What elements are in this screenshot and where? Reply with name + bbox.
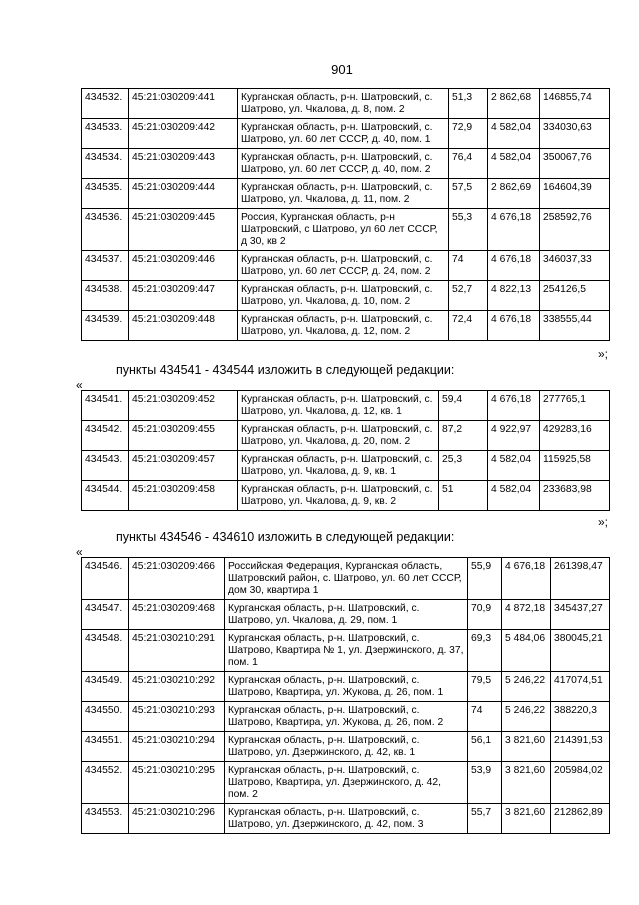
address: Курганская область, р-н. Шатровский, с. Шатрово, ул. Чкалова, д. 11, пом. 2: [238, 179, 449, 209]
unit-price: 5 484,06: [502, 630, 551, 672]
row-number: 434533.: [82, 119, 129, 149]
area: 69,3: [468, 630, 502, 672]
cadastral-number: 45:21:030209:466: [129, 558, 225, 600]
row-number: 434548.: [82, 630, 129, 672]
address: Курганская область, р-н. Шатровский, с. Шатрово, ул. 60 лет СССР, д. 40, пом. 1: [238, 119, 449, 149]
table-row: [82, 732, 610, 762]
area: 25,3: [439, 451, 488, 481]
unit-price: 4 676,18: [488, 209, 540, 251]
table-row: [82, 558, 610, 600]
row-number: 434552.: [82, 762, 129, 804]
row-number: 434544.: [82, 481, 129, 511]
address: Россия, Курганская область, р-н Шатровский, с Шатрово, ул 60 лет СССР, д 30, кв 2: [238, 209, 449, 251]
cadastral-number: 45:21:030209:458: [129, 481, 238, 511]
cadastral-number: 45:21:030209:455: [129, 421, 238, 451]
unit-price: 4 676,18: [488, 251, 540, 281]
page-number: 901: [331, 62, 353, 77]
cadastral-value: 214391,53: [551, 732, 610, 762]
table-row: [82, 702, 610, 732]
area: 52,7: [449, 281, 488, 311]
closing-quote: »;: [597, 515, 608, 529]
cadastral-value: 261398,47: [551, 558, 610, 600]
cadastral-table-2: [81, 390, 610, 511]
table-row: [82, 89, 610, 119]
address: Российская Федерация, Курганская область, Шатровский район, с. Шатрово, ул. 60 лет СССР, дом 30, квартира 1: [225, 558, 468, 600]
cadastral-number: 45:21:030210:294: [129, 732, 225, 762]
address: Курганская область, р-н. Шатровский, с. Шатрово, Квартира, ул. Дзержинского, д. 42, пом. 2: [225, 762, 468, 804]
table-row: [82, 804, 610, 834]
address: Курганская область, р-н. Шатровский, с. Шатрово, ул. 60 лет СССР, д. 24, пом. 2: [238, 251, 449, 281]
area: 55,3: [449, 209, 488, 251]
address: Курганская область, р-н. Шатровский, с. Шатрово, Квартира № 1, ул. Дзержинского, д. 37, пом. 1: [225, 630, 468, 672]
unit-price: 4 582,04: [488, 119, 540, 149]
address: Курганская область, р-н. Шатровский, с. Шатрово, ул. Чкалова, д. 8, пом. 2: [238, 89, 449, 119]
address: Курганская область, р-н. Шатровский, с. Шатрово, ул. Чкалова, д. 9, кв. 1: [238, 451, 439, 481]
area: 74: [449, 251, 488, 281]
row-number: 434546.: [82, 558, 129, 600]
area: 55,7: [468, 804, 502, 834]
area: 72,4: [449, 311, 488, 341]
cadastral-value: 115925,58: [540, 451, 610, 481]
cadastral-number: 45:21:030209:441: [129, 89, 238, 119]
area: 55,9: [468, 558, 502, 600]
area: 51,3: [449, 89, 488, 119]
row-number: 434543.: [82, 451, 129, 481]
table-row: [82, 119, 610, 149]
unit-price: 4 872,18: [502, 600, 551, 630]
cadastral-value: 388220,3: [551, 702, 610, 732]
area: 59,4: [439, 391, 488, 421]
cadastral-number: 45:21:030209:447: [129, 281, 238, 311]
address: Курганская область, р-н. Шатровский, с. Шатрово, Квартира, ул. Жукова, д. 26, пом. 1: [225, 672, 468, 702]
table-row: [82, 311, 610, 341]
cadastral-number: 45:21:030209:442: [129, 119, 238, 149]
cadastral-number: 45:21:030210:292: [129, 672, 225, 702]
row-number: 434549.: [82, 672, 129, 702]
area: 76,4: [449, 149, 488, 179]
address: Курганская область, р-н. Шатровский, с. Шатрово, ул. Чкалова, д. 10, пом. 2: [238, 281, 449, 311]
table-row: [82, 672, 610, 702]
unit-price: 4 676,18: [502, 558, 551, 600]
cadastral-number: 45:21:030209:445: [129, 209, 238, 251]
unit-price: 3 821,60: [502, 804, 551, 834]
table-row: [82, 630, 610, 672]
unit-price: 4 676,18: [488, 311, 540, 341]
unit-price: 4 922,97: [488, 421, 540, 451]
opening-quote: «: [76, 545, 83, 559]
unit-price: 3 821,60: [502, 732, 551, 762]
table-row: [82, 209, 610, 251]
row-number: 434537.: [82, 251, 129, 281]
table-row: [82, 149, 610, 179]
area: 79,5: [468, 672, 502, 702]
row-number: 434553.: [82, 804, 129, 834]
cadastral-value: 212862,89: [551, 804, 610, 834]
cadastral-value: 334030,63: [540, 119, 610, 149]
table-row: [82, 421, 610, 451]
section-intro: пункты 434541 - 434544 изложить в следующей редакции:: [116, 363, 455, 377]
row-number: 434541.: [82, 391, 129, 421]
cadastral-value: 205984,02: [551, 762, 610, 804]
cadastral-table-3: [81, 557, 610, 834]
section-intro: пункты 434546 - 434610 изложить в следующей редакции:: [116, 530, 455, 544]
row-number: 434534.: [82, 149, 129, 179]
cadastral-value: 380045,21: [551, 630, 610, 672]
unit-price: 3 821,60: [502, 762, 551, 804]
row-number: 434538.: [82, 281, 129, 311]
cadastral-value: 277765,1: [540, 391, 610, 421]
cadastral-value: 164604,39: [540, 179, 610, 209]
cadastral-value: 417074,51: [551, 672, 610, 702]
cadastral-number: 45:21:030210:295: [129, 762, 225, 804]
unit-price: 4 582,04: [488, 451, 540, 481]
area: 72,9: [449, 119, 488, 149]
row-number: 434539.: [82, 311, 129, 341]
closing-quote: »;: [597, 347, 608, 361]
area: 70,9: [468, 600, 502, 630]
cadastral-value: 345437,27: [551, 600, 610, 630]
cadastral-number: 45:21:030210:291: [129, 630, 225, 672]
unit-price: 5 246,22: [502, 702, 551, 732]
row-number: 434551.: [82, 732, 129, 762]
cadastral-value: 146855,74: [540, 89, 610, 119]
table-row: [82, 762, 610, 804]
address: Курганская область, р-н. Шатровский, с. Шатрово, Квартира, ул. Жукова, д. 26, пом. 2: [225, 702, 468, 732]
cadastral-number: 45:21:030209:468: [129, 600, 225, 630]
unit-price: 4 582,04: [488, 149, 540, 179]
table-row: [82, 179, 610, 209]
unit-price: 4 822,13: [488, 281, 540, 311]
address: Курганская область, р-н. Шатровский, с. Шатрово, ул. Чкалова, д. 12, кв. 1: [238, 391, 439, 421]
cadastral-value: 258592,76: [540, 209, 610, 251]
cadastral-number: 45:21:030209:446: [129, 251, 238, 281]
address: Курганская область, р-н. Шатровский, с. Шатрово, ул. 60 лет СССР, д. 40, пом. 2: [238, 149, 449, 179]
unit-price: 5 246,22: [502, 672, 551, 702]
row-number: 434547.: [82, 600, 129, 630]
cadastral-number: 45:21:030209:448: [129, 311, 238, 341]
address: Курганская область, р-н. Шатровский, с. Шатрово, ул. Чкалова, д. 12, пом. 2: [238, 311, 449, 341]
unit-price: 4 582,04: [488, 481, 540, 511]
cadastral-value: 254126,5: [540, 281, 610, 311]
address: Курганская область, р-н. Шатровский, с. Шатрово, ул. Дзержинского, д. 42, кв. 1: [225, 732, 468, 762]
area: 56,1: [468, 732, 502, 762]
cadastral-table-1: [81, 88, 610, 341]
opening-quote: «: [76, 378, 83, 392]
cadastral-number: 45:21:030209:444: [129, 179, 238, 209]
unit-price: 4 676,18: [488, 391, 540, 421]
area: 53,9: [468, 762, 502, 804]
cadastral-value: 346037,33: [540, 251, 610, 281]
area: 57,5: [449, 179, 488, 209]
table-row: [82, 251, 610, 281]
area: 51: [439, 481, 488, 511]
row-number: 434535.: [82, 179, 129, 209]
row-number: 434536.: [82, 209, 129, 251]
unit-price: 2 862,69: [488, 179, 540, 209]
table-row: [82, 600, 610, 630]
cadastral-value: 429283,16: [540, 421, 610, 451]
cadastral-number: 45:21:030209:443: [129, 149, 238, 179]
address: Курганская область, р-н. Шатровский, с. Шатрово, ул. Чкалова, д. 9, кв. 2: [238, 481, 439, 511]
address: Курганская область, р-н. Шатровский, с. Шатрово, ул. Чкалова, д. 29, пом. 1: [225, 600, 468, 630]
unit-price: 2 862,68: [488, 89, 540, 119]
cadastral-value: 338555,44: [540, 311, 610, 341]
row-number: 434550.: [82, 702, 129, 732]
row-number: 434542.: [82, 421, 129, 451]
area: 87,2: [439, 421, 488, 451]
row-number: 434532.: [82, 89, 129, 119]
address: Курганская область, р-н. Шатровский, с. Шатрово, ул. Чкалова, д. 20, пом. 2: [238, 421, 439, 451]
cadastral-value: 233683,98: [540, 481, 610, 511]
table-row: [82, 451, 610, 481]
table-row: [82, 481, 610, 511]
address: Курганская область, р-н. Шатровский, с. Шатрово, ул. Дзержинского, д. 42, пом. 3: [225, 804, 468, 834]
table-row: [82, 391, 610, 421]
cadastral-value: 350067,76: [540, 149, 610, 179]
cadastral-number: 45:21:030209:452: [129, 391, 238, 421]
table-row: [82, 281, 610, 311]
cadastral-number: 45:21:030210:296: [129, 804, 225, 834]
area: 74: [468, 702, 502, 732]
cadastral-number: 45:21:030209:457: [129, 451, 238, 481]
cadastral-number: 45:21:030210:293: [129, 702, 225, 732]
